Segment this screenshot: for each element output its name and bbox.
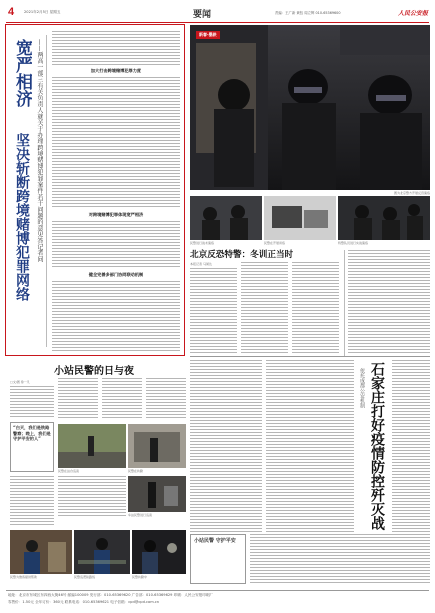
beijing-story-title: 北京反恐特警：冬训正当时 bbox=[190, 250, 294, 260]
beijing-col-3 bbox=[292, 262, 339, 354]
station-caption-1: 民警在站台巡查 bbox=[58, 469, 80, 473]
station-label-text: “白天，我们是铁路警察；晚上，我们是守护平安的人” bbox=[13, 425, 51, 441]
mid-page-rule bbox=[190, 356, 430, 357]
beijing-col-2 bbox=[241, 262, 288, 354]
photo-mid-left-caption: 民警进行战术演练 bbox=[190, 241, 215, 245]
station-col-2 bbox=[58, 378, 98, 418]
photo-mid-mid bbox=[264, 196, 336, 240]
bottom-caption-2: 民警巡逻铁路线 bbox=[74, 575, 96, 579]
newspaper-logo: 人民公安报 bbox=[398, 10, 429, 17]
station-col-4 bbox=[146, 378, 186, 418]
police-officers-photo bbox=[190, 25, 430, 190]
footer-line-2: 零售价：1.50元 全年订价：360元 联系电话：010-65369621 电子信箱：cpd@cpd.com.cn bbox=[8, 600, 160, 604]
station-col-6 bbox=[58, 476, 126, 518]
issue-date: 2021年2月5日 星期五 bbox=[24, 10, 61, 14]
station-photo-1 bbox=[58, 424, 126, 468]
station-photo-5 bbox=[74, 530, 130, 574]
right-col-divider bbox=[344, 250, 345, 356]
badge-text: 新春·暴跌 bbox=[199, 32, 217, 37]
village-col-4 bbox=[250, 534, 430, 584]
beijing-story-byline: 本报记者 马闻达 bbox=[190, 262, 212, 266]
feature-subhead-3: 健全完善多部门协同联动机制 bbox=[88, 272, 144, 277]
village-col-3 bbox=[392, 360, 430, 532]
photo-mid-left bbox=[190, 196, 262, 240]
beijing-col-1 bbox=[190, 268, 237, 354]
header-rule bbox=[6, 22, 429, 23]
top-photo bbox=[190, 25, 430, 190]
badge bbox=[196, 31, 220, 39]
station-story-title: 小站民警的日与夜 bbox=[54, 366, 134, 377]
feature-article bbox=[5, 24, 185, 356]
village-title: 石家庄打好疫情防控歼灭战 bbox=[369, 362, 385, 530]
section-name: 要闻 bbox=[193, 10, 212, 20]
feature-title-line1: 宽严相济 bbox=[12, 39, 32, 107]
station-photo-3 bbox=[128, 476, 186, 512]
photo-mid-right bbox=[338, 196, 430, 240]
station-col-1 bbox=[10, 386, 54, 418]
footer-line-1: 地址：北京市东城区东四西大街46号 邮编100009 发行部：010-65369620 广告部：010-65369629 印刷：人民公安报印刷厂 bbox=[8, 593, 214, 597]
feature-body-3 bbox=[52, 221, 180, 269]
station-caption-2: 民警在执勤 bbox=[128, 469, 144, 473]
station-col-5 bbox=[10, 476, 54, 526]
feature-title-line2: 坚决斩断跨境赌博犯罪网络 bbox=[14, 133, 30, 301]
photo-mid-right-caption: 特警队员进行实战演练 bbox=[338, 241, 369, 245]
station-photo-6 bbox=[132, 530, 186, 574]
village-col-2 bbox=[266, 360, 354, 532]
station-story-byline: □文/图 徐一凡 bbox=[10, 380, 30, 384]
bottom-caption-1: 民警为旅客提供帮助 bbox=[10, 575, 38, 579]
editors-line: 责编：王广新 黄钰 周立辉 010-65369600 bbox=[275, 11, 341, 15]
feature-dek: ——两高一部三有关负责人就关于办理跨境赌博犯罪案件若干问题的意见答记者问 bbox=[36, 39, 43, 263]
village-kicker: 依托成都公安机制 bbox=[359, 368, 365, 408]
station-side-box-text: 小站民警 守护平安 bbox=[194, 538, 236, 544]
village-col-1 bbox=[190, 360, 262, 532]
photo-mid-mid-caption: 民警在开展训练 bbox=[264, 241, 286, 245]
station-col-3 bbox=[102, 378, 142, 418]
footer-rule bbox=[6, 590, 429, 591]
feature-body-1 bbox=[52, 31, 180, 65]
bottom-caption-3: 民警执勤中 bbox=[132, 575, 148, 579]
page-header bbox=[0, 0, 435, 24]
feature-body-2 bbox=[52, 77, 180, 209]
beijing-col-4 bbox=[348, 250, 430, 354]
station-photo-2 bbox=[128, 424, 186, 468]
station-caption-3: 车站民警进行巡查 bbox=[128, 513, 153, 517]
feature-divider bbox=[46, 35, 47, 347]
station-photo-4 bbox=[10, 530, 72, 574]
feature-body-4 bbox=[52, 281, 180, 351]
station-side-box bbox=[190, 534, 246, 584]
page-number: 4 bbox=[8, 6, 15, 18]
station-label-box bbox=[10, 422, 54, 472]
feature-subhead-2: 对跨境赌博犯罪体现宽严相济 bbox=[88, 212, 144, 217]
feature-subhead-1: 加大打击跨境赌博犯罪力度 bbox=[90, 68, 142, 73]
top-photo-caption: 图为北京警方开展反恐演练 bbox=[393, 191, 430, 195]
